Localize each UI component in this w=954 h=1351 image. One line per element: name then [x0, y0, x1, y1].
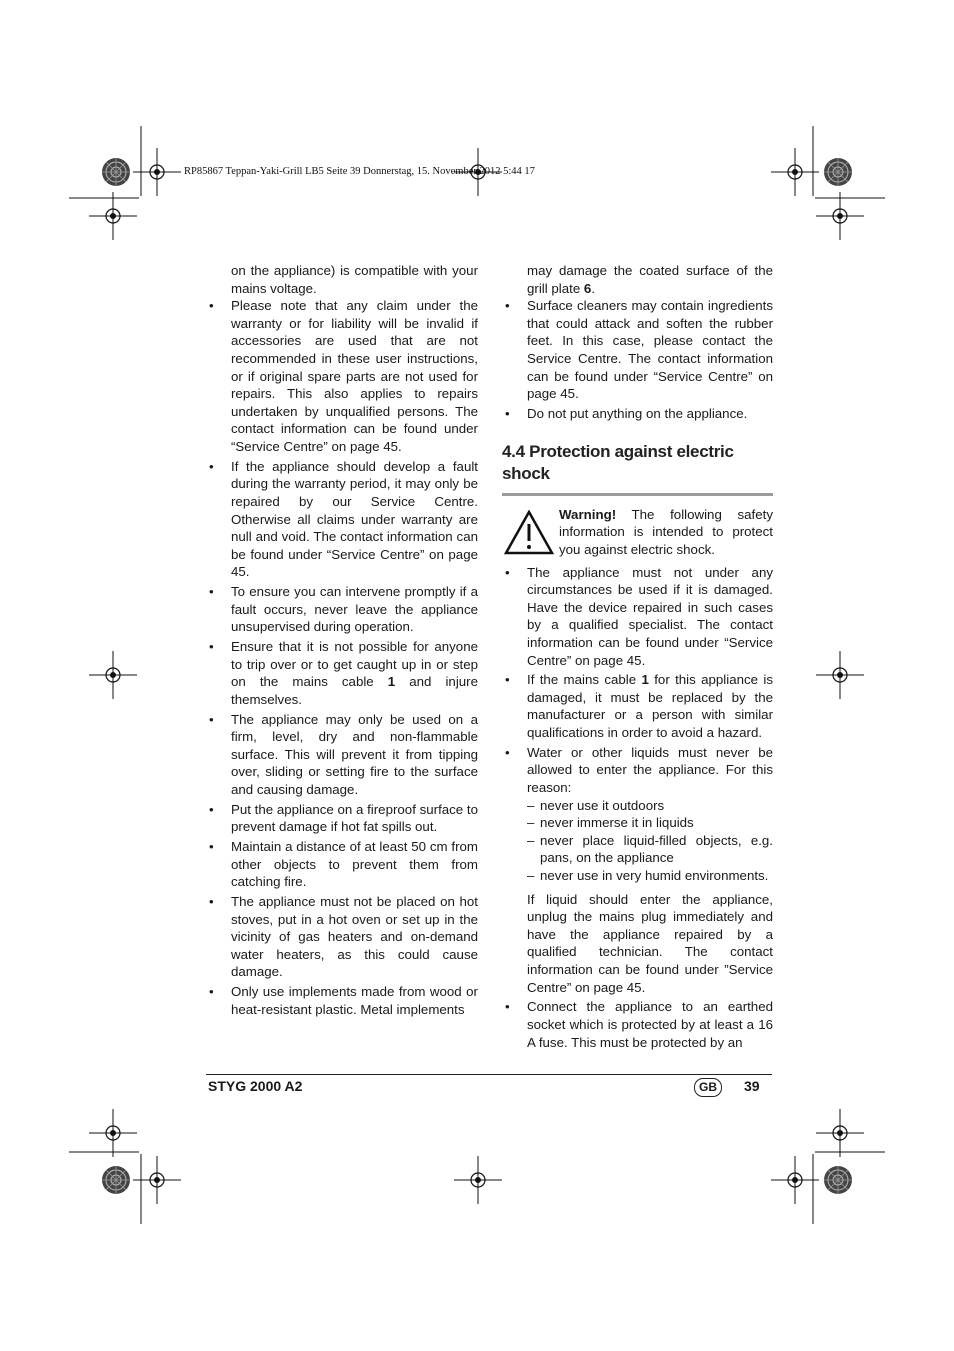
right-column	[502, 262, 773, 1053]
continuation-text-part: may damage the coated surface of the grill plate	[527, 263, 773, 296]
warning-triangle-icon	[504, 510, 554, 556]
list-item: • Connect the appliance to an earthed socket which is protected by at least a 16 A fuse. This must be protected by an	[502, 998, 773, 1051]
list-item	[502, 671, 773, 741]
list-item: • The appliance must not be placed on hot stoves, put in a hot oven or set up in the vicinity of gas heaters and on-demand water heaters, as this could cause damage.	[206, 893, 478, 981]
section-divider	[502, 493, 773, 496]
safety-bullet-list	[206, 297, 478, 1018]
warning-text: The following safety information is intended to protect you against electric shock.	[559, 506, 773, 557]
dash-list	[527, 797, 773, 885]
list-item	[206, 638, 478, 708]
shock-bullet-list	[502, 564, 773, 1052]
continuation-text	[502, 262, 773, 297]
list-item-text: for this appliance is damaged, it must be replaced by the manufacturer or a person with similar qualifications in order to avoid a hazard.	[527, 672, 773, 741]
list-item: • Please note that any claim under the warranty or for liability will be invalid if accessories are used that are not recommended in these user instructions, or if original spare parts are not used for repairs. This also applies to repairs undertaken by unqualified persons. The contact information can be found under “Service Centre” on page 45.	[206, 297, 478, 455]
footer-divider	[206, 1074, 772, 1075]
language-badge: GB	[694, 1078, 722, 1097]
print-header: RP85867 Teppan-Yaki-Grill LB5 Seite 39 Donnerstag, 15. November 2012 5:44 17	[184, 166, 535, 177]
list-item: • To ensure you can intervene promptly if a fault occurs, never leave the appliance unsupervised during operation.	[206, 583, 478, 636]
list-item-text: Ensure that it is not possible for anyone to trip over or to get caught up in or step on the mains cable	[231, 639, 478, 690]
part-ref-number: 1	[387, 674, 396, 690]
part-ref-number: 1	[641, 672, 649, 688]
list-item: • The appliance must not under any circumstances be used if it is damaged. Have the device repaired in such cases by a qualified specialist. The contact information can be found under “Service Centre” on page 45.	[502, 564, 773, 670]
dash-item: – never place liquid-filled objects, e.g. pans, on the appliance	[527, 832, 773, 867]
section-heading: 4.4 Protection against electric shock	[502, 441, 734, 483]
footer-model-name: STYG 2000 A2	[208, 1078, 303, 1094]
dash-item: – never use in very humid environments.	[527, 867, 773, 885]
warning-title: Warning!	[559, 506, 617, 522]
continuation-text-part: .	[591, 280, 596, 296]
page-number: 39	[744, 1078, 760, 1094]
warning-notice	[502, 506, 773, 560]
list-item	[502, 744, 773, 996]
dash-item: – never immerse it in liquids	[527, 814, 773, 832]
list-item: • Do not put anything on the appliance.	[502, 405, 773, 423]
list-item-text: and injure themselves.	[231, 674, 478, 707]
continuation-text: on the appliance) is compatible with your mains voltage.	[231, 263, 478, 296]
left-column	[206, 262, 478, 1021]
list-item: • If the appliance should develop a fault during the warranty period, it may only be repaired by our Service Centre. Otherwise all claims under warranty are null and void. The contact information can be found under “Service Centre” on page 45.	[206, 458, 478, 581]
list-item-text: If the mains cable	[527, 672, 642, 688]
list-item: • Only use implements made from wood or heat-resistant plastic. Metal implements	[206, 983, 478, 1018]
dash-item: – never use it outdoors	[527, 797, 773, 815]
list-item: • The appliance may only be used on a firm, level, dry and non-flammable surface. This will prevent it from tipping over, sliding or setting fire to the surface and causing damage.	[206, 711, 478, 799]
part-ref-number: 6	[583, 280, 592, 296]
list-item: • Surface cleaners may contain ingredients that could attack and soften the rubber feet. In this case, please contact the Service Centre. The contact information can be found under “Service Centre” on page 45.	[502, 297, 773, 403]
list-item-followup: If liquid should enter the appliance, unplug the mains plug immediately and have the appliance repaired by a qualified technician. The contact information can be found under ”Service Centre” on page 45.	[527, 891, 773, 995]
list-item-intro: • Water or other liquids must never be allowed to enter the appliance. For this reason:	[527, 744, 773, 796]
list-item: • Put the appliance on a fireproof surface to prevent damage if hot fat spills out.	[206, 801, 478, 836]
cleaning-bullet-list	[502, 297, 773, 422]
list-item: • Maintain a distance of at least 50 cm from other objects to prevent them from catching fire.	[206, 838, 478, 891]
